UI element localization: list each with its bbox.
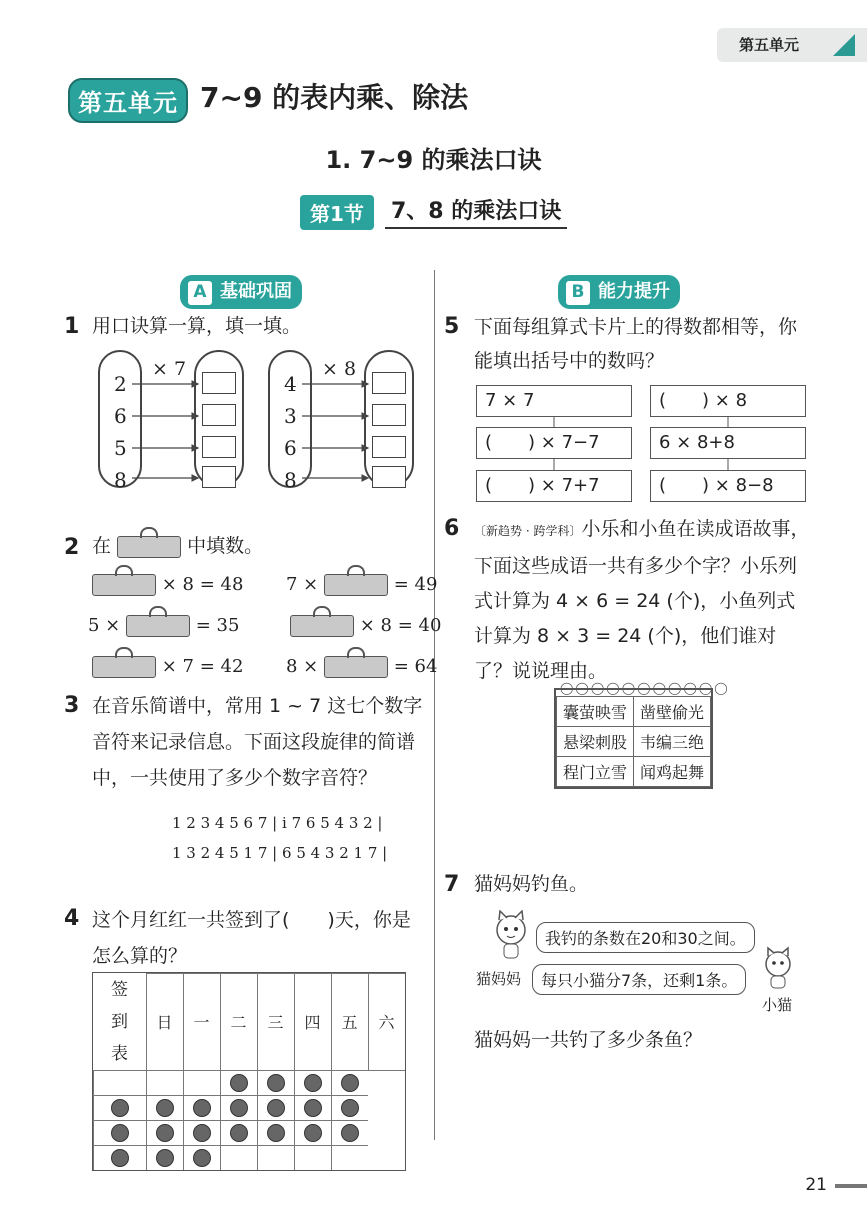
- q2-eq-5: [92, 656, 243, 678]
- section-title: 1. 7~9 的乘法口诀: [325, 146, 542, 174]
- expression-card[interactable]: ( ) × 8: [650, 385, 806, 417]
- q1-right-answer-box[interactable]: [372, 466, 406, 488]
- sign-in-dot: [193, 1149, 211, 1167]
- q2-eq-6: [286, 656, 437, 678]
- sign-in-dot: [304, 1099, 322, 1117]
- sign-in-cell: [331, 1120, 368, 1145]
- sign-in-cell: [220, 1145, 257, 1170]
- sign-in-cell: [331, 1095, 368, 1120]
- idiom-cell: 囊萤映雪: [557, 697, 634, 727]
- sign-in-dot: [193, 1124, 211, 1142]
- sign-in-dot: [230, 1124, 248, 1142]
- q2-eq-text: × 7 = 42: [161, 656, 244, 677]
- sign-in-cell: [183, 1070, 220, 1095]
- unit-tab-label: 第五单元: [739, 36, 800, 54]
- unit-tab: [717, 28, 867, 62]
- sign-in-cell: [220, 1070, 257, 1095]
- q6-body: [474, 512, 814, 689]
- sign-in-dot: [193, 1099, 211, 1117]
- sign-in-dot: [156, 1099, 174, 1117]
- weight-answer-box[interactable]: [324, 656, 388, 678]
- part-a-letter: A: [186, 279, 214, 307]
- q6-tag: 〔新趋势 · 跨学科〕: [474, 524, 582, 538]
- q1-right-operator: × 8: [322, 358, 357, 380]
- q3-melody-line-1: 1 2 3 4 5 6 7 | i 7 6 5 4 3 2 |: [172, 814, 383, 832]
- sign-in-dot: [111, 1124, 129, 1142]
- sign-in-dot: [111, 1149, 129, 1167]
- q1-left-answer-box[interactable]: [202, 436, 236, 458]
- weight-answer-box[interactable]: [290, 615, 354, 637]
- sign-in-dot: [230, 1099, 248, 1117]
- q7-question: 猫妈妈一共钓了多少条鱼？: [474, 1029, 703, 1051]
- q1-right-input-2: 3: [284, 404, 297, 428]
- q2-eq-text: × 8 = 40: [359, 615, 442, 636]
- idiom-notebook: [554, 681, 730, 789]
- day-header: 一: [183, 974, 220, 1071]
- sign-in-dot: [156, 1124, 174, 1142]
- q1-left-answer-box[interactable]: [202, 404, 236, 426]
- expression-card: 6 × 8+8: [650, 427, 806, 459]
- q4-text: 这个月红红一共签到了( )天，你是怎么算的？: [92, 909, 411, 967]
- side-char: 到: [111, 1011, 128, 1032]
- q6-number: 6: [444, 516, 460, 541]
- day-header: 四: [294, 974, 331, 1071]
- q2-text-before: 在: [92, 535, 112, 557]
- q4-number: 4: [64, 906, 80, 931]
- sign-in-cell: [94, 1120, 147, 1145]
- unit-badge: 第五单元: [68, 78, 188, 123]
- q2-eq-text: = 49: [393, 574, 438, 595]
- cat-mother-icon: [490, 910, 532, 960]
- sign-in-dot: [341, 1099, 359, 1117]
- subsection-title: 7、8 的乘法口诀: [385, 194, 567, 229]
- q1-left-input-2: 6: [114, 404, 127, 428]
- q1-right-input-3: 6: [284, 436, 297, 460]
- day-header: 六: [368, 974, 405, 1071]
- q1-text: 用口诀算一算，填一填。: [92, 315, 302, 337]
- idiom-cell: 程门立雪: [557, 757, 634, 787]
- speaker-mother-label: 猫妈妈: [476, 970, 522, 988]
- weight-icon: [117, 536, 181, 558]
- q2-eq-text: 5 ×: [88, 615, 121, 636]
- weight-answer-box[interactable]: [324, 574, 388, 596]
- sign-in-cell: [257, 1070, 294, 1095]
- q1-left-input-3: 5: [114, 436, 127, 460]
- idiom-cell: 悬梁刺股: [557, 727, 634, 757]
- q2-eq-text: × 8 = 48: [161, 574, 244, 595]
- part-b-letter: B: [564, 279, 592, 307]
- unit-title: 7~9 的表内乘、除法: [200, 81, 469, 114]
- sign-in-table: [92, 972, 406, 1171]
- q3-number: 3: [64, 693, 80, 718]
- sign-in-cell: [94, 1145, 147, 1170]
- sign-in-side-label: [94, 974, 147, 1071]
- weight-answer-box[interactable]: [92, 574, 156, 596]
- expression-card[interactable]: ( ) × 8−8: [650, 470, 806, 502]
- sign-in-cell: [257, 1095, 294, 1120]
- q2-eq-text: = 35: [195, 615, 240, 636]
- sign-in-cell: [183, 1120, 220, 1145]
- q2-eq-1: [92, 574, 243, 596]
- q2-eq-2: [286, 574, 437, 596]
- triangle-icon: [833, 34, 855, 56]
- speech-bubble-mother: 我钓的条数在20和30之间。: [536, 922, 755, 953]
- q1-left-answer-box[interactable]: [202, 466, 236, 488]
- q2-eq-3: [88, 615, 239, 637]
- weight-answer-box[interactable]: [92, 656, 156, 678]
- side-char: 签: [111, 979, 128, 1000]
- day-header: 三: [257, 974, 294, 1071]
- q1-right-answer-box[interactable]: [372, 436, 406, 458]
- card-connectors: [540, 416, 740, 472]
- q1-left-input-4: 8: [114, 468, 127, 492]
- day-header: 日: [146, 974, 183, 1071]
- q2-eq-text: 7 ×: [286, 574, 319, 595]
- q6-text: 小乐和小鱼在读成语故事，下面这些成语一共有多少个字？小乐列式计算为 4 × 6 = 24 (个)，小鱼列式计算为 8 × 3 = 24 (个)，他们谁对了？说说理由。: [474, 518, 810, 682]
- sign-in-dot: [341, 1074, 359, 1092]
- day-header: 二: [220, 974, 257, 1071]
- sign-in-cell: [146, 1095, 183, 1120]
- part-b-badge: [558, 275, 680, 309]
- sign-in-cell: [294, 1070, 331, 1095]
- column-divider: [434, 270, 435, 1140]
- q2-text: [92, 530, 263, 562]
- idiom-cell: 韦编三绝: [634, 727, 711, 757]
- q7-text: 猫妈妈钓鱼。: [474, 873, 589, 895]
- subsection-badge: 第1节: [300, 195, 374, 230]
- idiom-cell: 凿壁偷光: [634, 697, 711, 727]
- sign-in-cell: [257, 1120, 294, 1145]
- q2-eq-4: [290, 615, 441, 637]
- q1-right-answer-box[interactable]: [372, 404, 406, 426]
- q2-eq-text: 8 ×: [286, 656, 319, 677]
- sign-in-dot: [156, 1149, 174, 1167]
- q1-number: 1: [64, 314, 80, 339]
- part-a-badge: [180, 275, 302, 309]
- sign-in-cell: [257, 1145, 294, 1170]
- q3-text: 在音乐简谱中，常用 1 ~ 7 这七个数字音符来记录信息。下面这段旋律的简谱中，一共使用了多少个数字音符？: [92, 695, 423, 789]
- q1-left-answer-box[interactable]: [202, 372, 236, 394]
- day-header: 五: [331, 974, 368, 1071]
- expression-card[interactable]: ( ) × 7−7: [476, 427, 632, 459]
- sign-in-cell: [294, 1145, 331, 1170]
- spiral-binding-icon: ◯◯◯◯◯◯◯◯◯◯◯: [560, 681, 730, 695]
- q1-right-answer-box[interactable]: [372, 372, 406, 394]
- sign-in-cell: [94, 1070, 147, 1095]
- kitten-icon: [758, 946, 798, 990]
- sign-in-cell: [146, 1070, 183, 1095]
- speech-bubble-kitten: 每只小猫分7条，还剩1条。: [532, 964, 746, 995]
- expression-card[interactable]: ( ) × 7+7: [476, 470, 632, 502]
- part-b-label: 能力提升: [598, 281, 670, 302]
- sign-in-cell: [294, 1120, 331, 1145]
- sign-in-dot: [230, 1074, 248, 1092]
- sign-in-cell: [220, 1095, 257, 1120]
- sign-in-cell: [294, 1095, 331, 1120]
- sign-in-dot: [341, 1124, 359, 1142]
- q1-left-operator: × 7: [152, 358, 187, 380]
- page-number-bar: [835, 1184, 867, 1188]
- sign-in-dot: [304, 1074, 322, 1092]
- sign-in-cell: [146, 1145, 183, 1170]
- part-a-label: 基础巩固: [220, 281, 292, 302]
- page-number: 21: [805, 1175, 827, 1195]
- sign-in-dot: [111, 1099, 129, 1117]
- sign-in-cell: [220, 1120, 257, 1145]
- sign-in-cell: [183, 1145, 220, 1170]
- idiom-cell: 闻鸡起舞: [634, 757, 711, 787]
- q3-melody-line-2: 1 3 2 4 5 1 7 | 6 5 4 3 2 1 7 |: [172, 844, 388, 862]
- sign-in-cell: [94, 1095, 147, 1120]
- q2-text-after: 中填数。: [187, 535, 264, 557]
- q1-right-input-4: 8: [284, 468, 297, 492]
- q5-text: 下面每组算式卡片上的得数都相等，你能填出括号中的数吗？: [474, 316, 798, 372]
- q2-eq-text: = 64: [393, 656, 438, 677]
- speaker-kitten-label: 小猫: [762, 996, 793, 1014]
- q2-number: 2: [64, 535, 80, 560]
- sign-in-dot: [267, 1124, 285, 1142]
- sign-in-cell: [146, 1120, 183, 1145]
- q5-number: 5: [444, 314, 460, 339]
- sign-in-dot: [304, 1124, 322, 1142]
- q7-number: 7: [444, 872, 460, 897]
- weight-answer-box[interactable]: [126, 615, 190, 637]
- sign-in-cell: [183, 1095, 220, 1120]
- q1-left-input-1: 2: [114, 372, 127, 396]
- sign-in-cell: [331, 1070, 368, 1095]
- sign-in-cell: [331, 1145, 368, 1170]
- sign-in-dot: [267, 1074, 285, 1092]
- sign-in-dot: [267, 1099, 285, 1117]
- q1-right-input-1: 4: [284, 372, 297, 396]
- expression-card: 7 × 7: [476, 385, 632, 417]
- side-char: 表: [111, 1043, 128, 1064]
